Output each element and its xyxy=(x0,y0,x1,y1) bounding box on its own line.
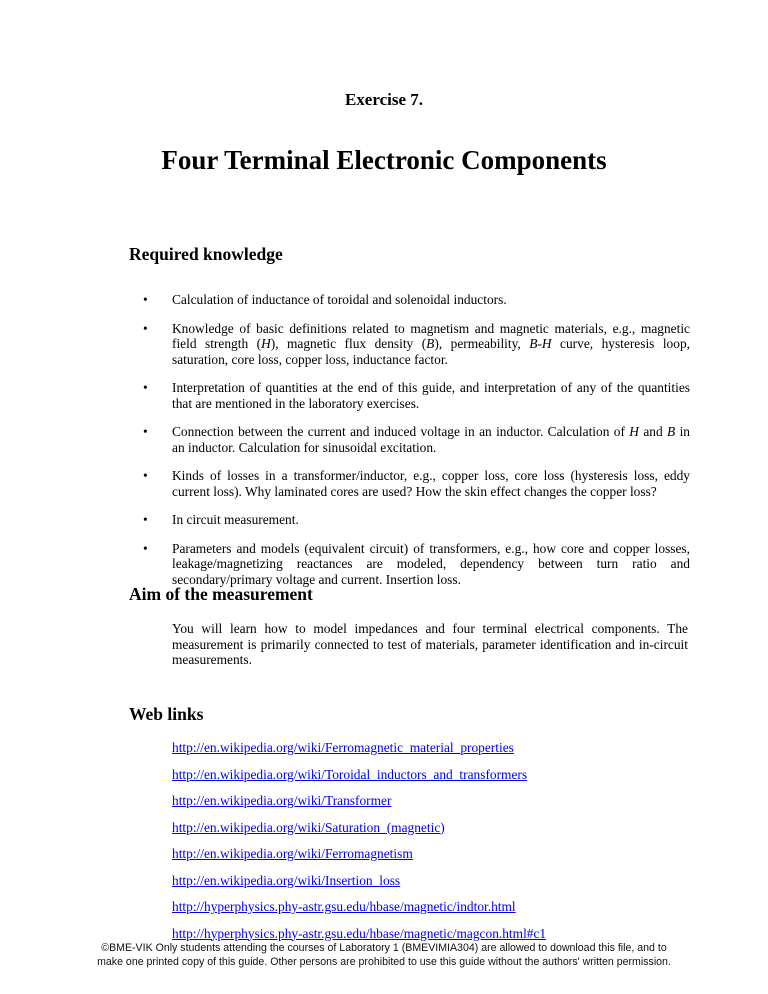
exercise-number: Exercise 7. xyxy=(344,90,424,109)
web-link[interactable]: http://en.wikipedia.org/wiki/Transformer xyxy=(172,793,392,808)
bullet-icon: • xyxy=(143,540,148,556)
list-item-text: In circuit measurement. xyxy=(172,512,299,527)
bullet-icon: • xyxy=(143,512,148,527)
list-item-text: B xyxy=(426,336,435,351)
list-item-text: in an inductor. Calculation for sinusoidal excitation. xyxy=(172,424,690,455)
web-link[interactable]: http://en.wikipedia.org/wiki/Ferromagnetism xyxy=(172,846,413,861)
bullet-icon: • xyxy=(143,468,148,483)
bullet-icon: • xyxy=(143,380,148,395)
list-item-text: curve, hysteresis loop, saturation, core loss, copper loss, inductance factor. xyxy=(172,336,690,367)
list-item-text: Kinds of losses in a transformer/inductor, e.g., copper loss, core loss (hysteresis loss, eddy current loss). Why laminated cores are used? How the skin effect changes the copper loss? xyxy=(172,468,690,499)
required-knowledge-list xyxy=(140,292,690,600)
list-item-text: and xyxy=(638,424,668,439)
bullet-icon: • xyxy=(143,424,148,439)
web-link[interactable]: http://en.wikipedia.org/wiki/Ferromagnetic_material_properties xyxy=(172,740,514,755)
web-link[interactable]: http://hyperphysics.phy-astr.gsu.edu/hbase/magnetic/magcon.html#c1 xyxy=(172,925,547,941)
list-item xyxy=(172,767,546,794)
web-link[interactable]: http://en.wikipedia.org/wiki/Saturation_(magnetic) xyxy=(172,819,445,835)
list-item-text: B-H xyxy=(529,336,552,351)
footer-line-2: make one printed copy of this guide. Other persons are prohibited to use this guide without the authors' written permission. xyxy=(97,956,671,968)
list-item-text: Calculation of inductance of toroidal and solenoidal inductors. xyxy=(172,292,507,307)
web-link[interactable]: http://hyperphysics.phy-astr.gsu.edu/hbase/magnetic/indtor.html xyxy=(172,899,516,914)
list-item xyxy=(140,541,690,588)
list-item xyxy=(140,321,690,368)
list-item-text: Knowledge of basic definitions related to magnetism and magnetic materials, e.g., magnetic field strength ( xyxy=(172,320,690,351)
footer-line-1: ©BME-VIK Only students attending the courses of Laboratory 1 (BMEVIMIA304) are allowed to download this file, and to xyxy=(101,942,667,954)
bullet-icon: • xyxy=(143,292,148,307)
list-item xyxy=(140,468,690,499)
web-link[interactable]: http://en.wikipedia.org/wiki/Insertion_loss xyxy=(172,872,401,888)
page-title: Four Terminal Electronic Components xyxy=(161,145,607,175)
list-item xyxy=(172,820,546,847)
list-item xyxy=(172,873,546,900)
list-item-text: ), magnetic flux density ( xyxy=(270,336,427,351)
list-item-text: B xyxy=(667,424,676,439)
list-item-text: ), permeability, xyxy=(434,336,530,351)
list-item-text: H xyxy=(261,336,271,351)
list-item-text: Connection between the current and induced voltage in an inductor. Calculation of xyxy=(172,424,630,439)
list-item-text: H xyxy=(629,424,639,439)
list-item xyxy=(172,740,546,767)
list-item xyxy=(172,793,546,820)
aim-text: You will learn how to model impedances and four terminal electrical components. The measurement is primarily connected to test of materials, parameter identification and in-circuit measurements. xyxy=(172,621,688,667)
web-link[interactable]: http://en.wikipedia.org/wiki/Toroidal_inductors_and_transformers xyxy=(172,766,528,782)
web-links-list xyxy=(172,740,546,952)
list-item xyxy=(140,512,690,528)
list-item xyxy=(172,899,546,926)
list-item xyxy=(140,424,690,455)
web-links-heading: Web links xyxy=(129,704,204,724)
list-item xyxy=(140,380,690,411)
copyright-footer xyxy=(0,941,768,969)
list-item xyxy=(140,292,690,308)
bullet-icon: • xyxy=(143,320,148,336)
list-item xyxy=(172,846,546,873)
list-item-text: Interpretation of quantities at the end of this guide, and interpretation of any of the quantities that are mentioned in the laboratory exercises. xyxy=(172,380,690,411)
list-item-text: Parameters and models (equivalent circuit) of transformers, e.g., how core and copper losses, leakage/magnetizing reactances are modeled, dependency between turn ratio and secondary/primary voltage and current. Insertion loss. xyxy=(172,540,690,587)
required-knowledge-heading: Required knowledge xyxy=(129,244,283,264)
aim-heading: Aim of the measurement xyxy=(129,584,313,604)
